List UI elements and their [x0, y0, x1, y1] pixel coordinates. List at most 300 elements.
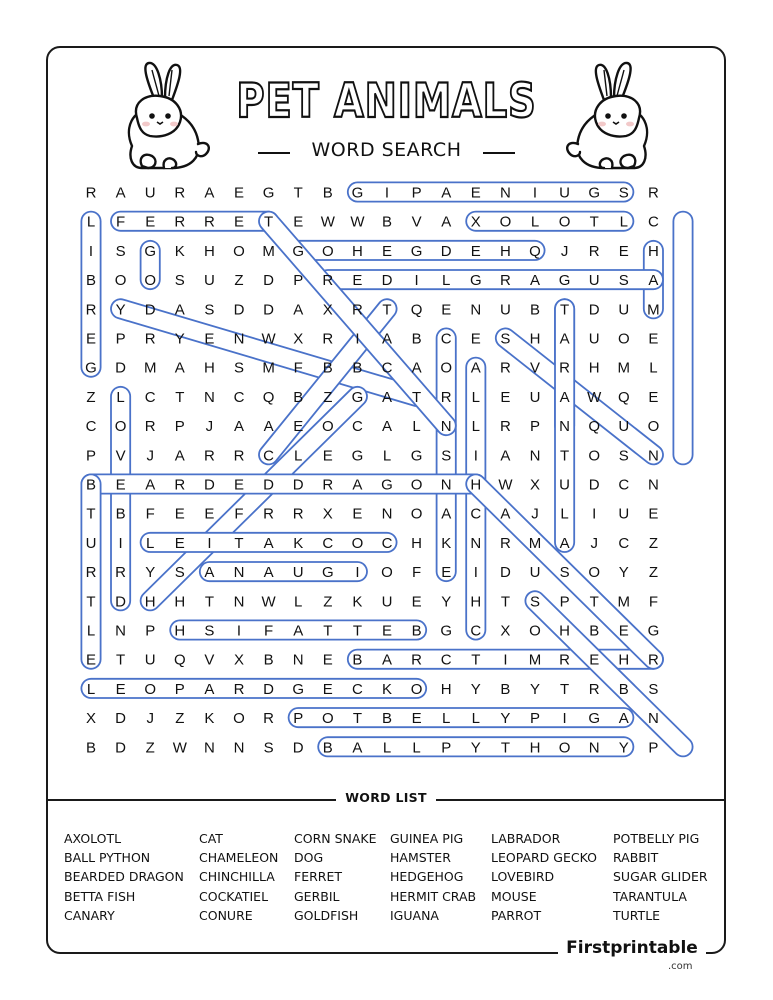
grid-letter: Z [175, 710, 185, 728]
grid-letter: L [649, 359, 658, 377]
grid-letter: O [114, 418, 127, 436]
grid-letter: R [440, 388, 452, 406]
grid-letter: W [261, 330, 276, 348]
grid-letter: Z [145, 739, 155, 757]
grid-letter: O [499, 213, 512, 231]
grid-letter: I [414, 272, 419, 290]
grid-letter: I [592, 505, 597, 523]
grid-letter: E [411, 710, 422, 728]
grid-letter: O [233, 242, 245, 260]
grid-letter: O [351, 534, 364, 552]
grid-letter: P [529, 418, 541, 436]
grid-letter: E [618, 622, 629, 640]
grid-letter: R [144, 418, 156, 436]
grid-letter: N [233, 739, 245, 757]
grid-letter: R [85, 301, 97, 319]
grid-letter: O [114, 272, 127, 290]
grid-letter: R [322, 476, 334, 494]
grid-letter: S [618, 184, 629, 202]
grid-letter: O [558, 739, 571, 757]
grid-letter: E [470, 184, 481, 202]
grid-letter: C [440, 651, 452, 669]
grid-letter: R [263, 505, 275, 523]
grid-letter: K [293, 534, 304, 552]
grid-letter: L [86, 622, 96, 640]
grid-letter: D [381, 272, 393, 290]
grid-letter: A [263, 418, 274, 436]
grid-letter: R [203, 213, 215, 231]
grid-letter: N [470, 301, 482, 319]
word-list-column [390, 829, 476, 925]
grid-letter: N [440, 476, 452, 494]
grid-letter: F [116, 213, 126, 231]
grid-letter: B [411, 330, 422, 348]
word-list-column [613, 829, 708, 925]
grid-letter: I [118, 534, 123, 552]
grid-letter: C [470, 622, 482, 640]
grid-letter: H [618, 651, 630, 669]
grid-letter: A [263, 564, 274, 582]
grid-letter: P [293, 710, 304, 728]
grid-letter: R [559, 359, 571, 377]
grid-letter: J [590, 534, 598, 552]
grid-letter: E [293, 418, 304, 436]
grid-letter: E [322, 680, 333, 698]
grid-letter: A [204, 680, 215, 698]
grid-letter: P [441, 739, 452, 757]
grid-letter: A [352, 739, 363, 757]
grid-letter: Y [618, 564, 629, 582]
grid-letter: R [292, 505, 304, 523]
grid-letter: D [499, 564, 511, 582]
grid-letter: A [648, 272, 659, 290]
grid-letter: A [381, 651, 393, 669]
grid-letter: O [321, 418, 334, 436]
grid-letter: D [292, 476, 304, 494]
grid-letter: Y [470, 739, 481, 757]
grid-letter: C [263, 447, 275, 465]
grid-letter: I [473, 564, 478, 582]
grid-letter: E [441, 564, 452, 582]
grid-letter: A [352, 476, 363, 494]
grid-letter: G [351, 447, 364, 465]
word-list-item: PARROT [491, 907, 542, 923]
grid-letter: T [560, 680, 570, 698]
grid-letter: G [647, 622, 660, 640]
word-list-item: HAMSTER [390, 850, 451, 866]
grid-letter: U [292, 564, 304, 582]
grid-letter: C [381, 359, 393, 377]
grid-letter: E [322, 651, 333, 669]
grid-letter: C [322, 534, 334, 552]
grid-letter: N [115, 622, 127, 640]
grid-letter: R [263, 710, 275, 728]
word-list-item: POTBELLY PIG [613, 831, 700, 846]
word-list-title: WORD LIST [336, 790, 436, 805]
grid-letter: B [352, 651, 363, 669]
grid-letter: T [412, 388, 422, 406]
grid-letter: G [292, 242, 305, 260]
brand-logo-suffix: .com [668, 961, 693, 972]
grid-letter: D [115, 710, 127, 728]
grid-letter: A [293, 622, 304, 640]
grid-letter: G [440, 622, 453, 640]
grid-letter: Y [441, 593, 452, 611]
grid-letter: O [381, 564, 393, 582]
grid-letter: Y [145, 564, 156, 582]
grid-letter: S [529, 593, 541, 611]
grid-letter: Y [500, 710, 511, 728]
grid-letter: W [261, 593, 276, 611]
grid-letter: R [85, 184, 97, 202]
grid-letter: B [85, 739, 97, 757]
grid-letter: T [264, 213, 274, 231]
grid-letter: E [352, 505, 363, 523]
grid-letter: E [500, 388, 511, 406]
grid-letter: F [293, 359, 303, 377]
grid-letter: B [411, 622, 422, 640]
grid-letter: D [440, 242, 452, 260]
grid-letter: U [529, 564, 541, 582]
grid-letter: W [498, 476, 513, 494]
grid-letter: Z [234, 272, 244, 290]
grid-letter: W [350, 213, 365, 231]
grid-letter: G [351, 184, 364, 202]
grid-letter: I [384, 184, 390, 202]
grid-letter: K [381, 680, 393, 698]
grid-letter: K [174, 242, 185, 260]
grid-letter: A [500, 447, 511, 465]
grid-letter: N [647, 710, 659, 728]
grid-letter: V [115, 447, 126, 465]
grid-letter: X [85, 710, 97, 728]
grid-letter: F [145, 505, 155, 523]
grid-letter: B [500, 680, 511, 698]
grid-letter: P [174, 680, 185, 698]
grid-letter: E [381, 242, 393, 260]
grid-letter: P [648, 739, 659, 757]
grid-letter: A [559, 534, 570, 552]
grid-letter: I [473, 447, 478, 465]
grid-letter: O [144, 680, 157, 698]
grid-letter: R [85, 564, 97, 582]
grid-letter: U [559, 476, 571, 494]
grid-letter: D [588, 476, 600, 494]
grid-letter: T [500, 593, 510, 611]
grid-letter: Y [618, 739, 629, 757]
grid-letter: R [588, 680, 600, 698]
grid-letter: L [382, 739, 392, 757]
grid-letter: H [351, 242, 363, 260]
grid-letter: O [233, 710, 245, 728]
grid-letter: U [85, 534, 97, 552]
grid-letter: E [204, 330, 215, 348]
grid-letter: U [618, 418, 630, 436]
grid-letter: U [144, 651, 156, 669]
grid-letter: L [619, 213, 628, 231]
grid-letter: A [618, 710, 629, 728]
grid-letter: I [355, 564, 360, 582]
grid-letter: S [500, 330, 511, 348]
grid-letter: B [352, 359, 363, 377]
grid-letter: S [559, 564, 570, 582]
grid-letter: M [143, 359, 157, 377]
word-list-item: GOLDFISH [294, 907, 359, 923]
grid-letter: E [233, 476, 245, 494]
grid-letter: D [263, 476, 275, 494]
word-list-item: TARANTULA [613, 888, 687, 904]
grid-letter: L [471, 418, 480, 436]
grid-letter: Z [323, 593, 333, 611]
grid-letter: P [85, 447, 97, 465]
grid-letter: Z [323, 388, 333, 406]
grid-letter: A [381, 388, 393, 406]
grid-letter: E [648, 505, 659, 523]
grid-letter: X [322, 301, 333, 319]
grid-letter: R [499, 272, 511, 290]
grid-letter: K [441, 534, 452, 552]
grid-letter: O [321, 710, 334, 728]
grid-letter: J [560, 242, 569, 260]
grid-letter: N [233, 564, 245, 582]
grid-letter: X [470, 213, 481, 231]
word-list-item: CONURE [199, 907, 253, 923]
word-list-item: HEDGEHOG [390, 869, 464, 885]
grid-letter: H [440, 680, 452, 698]
grid-letter: R [144, 330, 156, 348]
word-list-item: COCKATIEL [199, 888, 269, 904]
grid-letter: Z [648, 564, 658, 582]
grid-letter: L [116, 388, 125, 406]
grid-letter: O [440, 359, 453, 377]
word-list-item: BETTA FISH [64, 888, 136, 904]
word-list-column [491, 829, 597, 925]
grid-letter: N [381, 505, 393, 523]
grid-letter: U [499, 301, 511, 319]
grid-letter: F [412, 564, 422, 582]
grid-letter: T [352, 710, 362, 728]
grid-letter: A [174, 359, 185, 377]
grid-letter: R [233, 447, 245, 465]
grid-letter: H [203, 242, 215, 260]
grid-letter: O [410, 476, 423, 494]
grid-letter: A [381, 418, 393, 436]
grid-letter: U [559, 184, 571, 202]
grid-letter: R [647, 184, 659, 202]
grid-letter: T [382, 301, 392, 319]
grid-letter: O [558, 213, 571, 231]
grid-letter: X [529, 476, 541, 494]
page-title: PET ANIMALS [236, 74, 537, 129]
grid-letter: A [204, 564, 215, 582]
grid-letter: C [647, 213, 659, 231]
grid-letter: B [322, 739, 333, 757]
grid-letter: V [411, 213, 422, 231]
grid-letter: A [381, 330, 393, 348]
grid-letter: F [264, 622, 274, 640]
grid-letter: E [441, 301, 452, 319]
grid-letter: T [323, 622, 333, 640]
grid-letter: D [115, 739, 127, 757]
grid-letter: B [381, 710, 393, 728]
grid-letter: K [204, 710, 215, 728]
grid-letter: R [588, 242, 600, 260]
grid-letter: G [321, 564, 334, 582]
grid-letter: G [410, 242, 423, 260]
grid-letter: R [647, 651, 659, 669]
grid-letter: D [115, 359, 127, 377]
grid-letter: D [203, 476, 215, 494]
word-list-item: LOVEBIRD [491, 869, 555, 885]
grid-letter: R [499, 418, 511, 436]
grid-letter: B [322, 184, 333, 202]
grid-letter: O [617, 330, 630, 348]
grid-letter: N [470, 534, 482, 552]
grid-letter: R [499, 359, 511, 377]
word-list-item: CORN SNAKE [294, 831, 377, 846]
grid-letter: A [233, 418, 245, 436]
grid-letter: R [115, 564, 127, 582]
grid-letter: N [647, 447, 659, 465]
grid-letter: T [204, 593, 214, 611]
word-list-item: TURTLE [613, 907, 661, 923]
grid-letter: H [470, 476, 482, 494]
grid-letter: H [588, 359, 600, 377]
grid-letter: J [205, 418, 214, 436]
grid-letter: E [411, 593, 422, 611]
grid-letter: M [262, 359, 275, 377]
grid-letter: L [86, 680, 96, 698]
grid-letter: G [410, 447, 423, 465]
grid-letter: B [85, 476, 97, 494]
grid-letter: R [233, 680, 245, 698]
grid-letter: H [470, 593, 482, 611]
grid-letter: E [322, 447, 333, 465]
grid-letter: J [146, 447, 154, 465]
grid-letter: P [411, 184, 422, 202]
word-list-column [199, 829, 278, 925]
grid-letter: O [144, 272, 157, 290]
grid-letter: I [562, 710, 567, 728]
grid-letter: B [85, 272, 97, 290]
grid-letter: U [588, 330, 600, 348]
grid-letter: R [322, 272, 334, 290]
grid-letter: A [145, 476, 156, 494]
grid-letter: H [499, 242, 511, 260]
grid-letter: T [175, 388, 185, 406]
word-list-item: CANARY [64, 907, 115, 923]
grid-letter: N [233, 330, 245, 348]
grid-letter: E [470, 242, 481, 260]
grid-letter: O [529, 622, 541, 640]
grid-letter: R [174, 184, 186, 202]
grid-letter: U [203, 272, 215, 290]
grid-letter: D [115, 593, 127, 611]
grid-letter: N [499, 184, 511, 202]
grid-letter: T [293, 184, 303, 202]
grid-letter: E [648, 388, 659, 406]
grid-letter: S [618, 272, 629, 290]
grid-letter: R [203, 447, 215, 465]
grid-letter: G [588, 710, 601, 728]
grid-letter: E [589, 651, 600, 669]
grid-letter: P [145, 622, 156, 640]
grid-letter: C [351, 680, 363, 698]
grid-letter: D [233, 301, 245, 319]
grid-letter: L [412, 418, 421, 436]
grid-letter: O [410, 680, 423, 698]
grid-letter: L [86, 213, 96, 231]
word-list-item: DOG [294, 850, 324, 866]
grid-letter: M [528, 534, 542, 552]
word-list-item: GUINEA PIG [390, 831, 464, 846]
grid-letter: Q [529, 242, 541, 260]
grid-letter: G [144, 242, 157, 260]
grid-letter: T [86, 593, 96, 611]
grid-letter: A [441, 505, 452, 523]
grid-letter: C [618, 476, 630, 494]
grid-letter: H [529, 330, 541, 348]
grid-letter: N [203, 739, 215, 757]
grid-letter: X [322, 505, 333, 523]
grid-letter: E [115, 680, 126, 698]
grid-letter: R [322, 330, 334, 348]
word-list-item: HERMIT CRAB [390, 888, 477, 904]
grid-letter: T [589, 213, 599, 231]
grid-letter: Q [588, 418, 601, 436]
grid-letter: B [115, 505, 126, 523]
grid-letter: E [470, 330, 481, 348]
grid-letter: P [115, 330, 126, 348]
grid-letter: Q [262, 388, 275, 406]
grid-letter: A [559, 330, 570, 348]
word-list-item: CHAMELEON [199, 850, 279, 866]
grid-letter: E [648, 330, 659, 348]
grid-letter: C [470, 505, 482, 523]
grid-letter: E [174, 534, 185, 552]
grid-letter: H [647, 242, 659, 260]
grid-letter: R [499, 534, 511, 552]
grid-letter: E [85, 651, 97, 669]
grid-letter: C [618, 534, 630, 552]
grid-letter: F [234, 505, 244, 523]
word-list-item: AXOLOTL [64, 831, 122, 846]
grid-letter: A [115, 184, 126, 202]
grid-letter: L [442, 710, 451, 728]
grid-letter: H [203, 359, 215, 377]
grid-letter: U [144, 184, 156, 202]
grid-letter: C [381, 534, 393, 552]
grid-letter: H [411, 534, 423, 552]
grid-letter: G [351, 388, 364, 406]
grid-letter: V [204, 651, 215, 669]
grid-letter: M [617, 593, 631, 611]
grid-letter: S [174, 564, 185, 582]
grid-letter: O [321, 242, 334, 260]
grid-letter: T [560, 447, 570, 465]
grid-letter: A [559, 388, 570, 406]
grid-letter: L [294, 593, 303, 611]
grid-letter: L [382, 447, 392, 465]
grid-letter: B [322, 359, 333, 377]
grid-letter: N [292, 651, 304, 669]
grid-letter: I [532, 184, 538, 202]
grid-letter: C [440, 330, 452, 348]
grid-letter: I [236, 622, 242, 640]
grid-letter: T [471, 651, 481, 669]
grid-letter: D [292, 739, 304, 757]
grid-letter: M [617, 359, 631, 377]
